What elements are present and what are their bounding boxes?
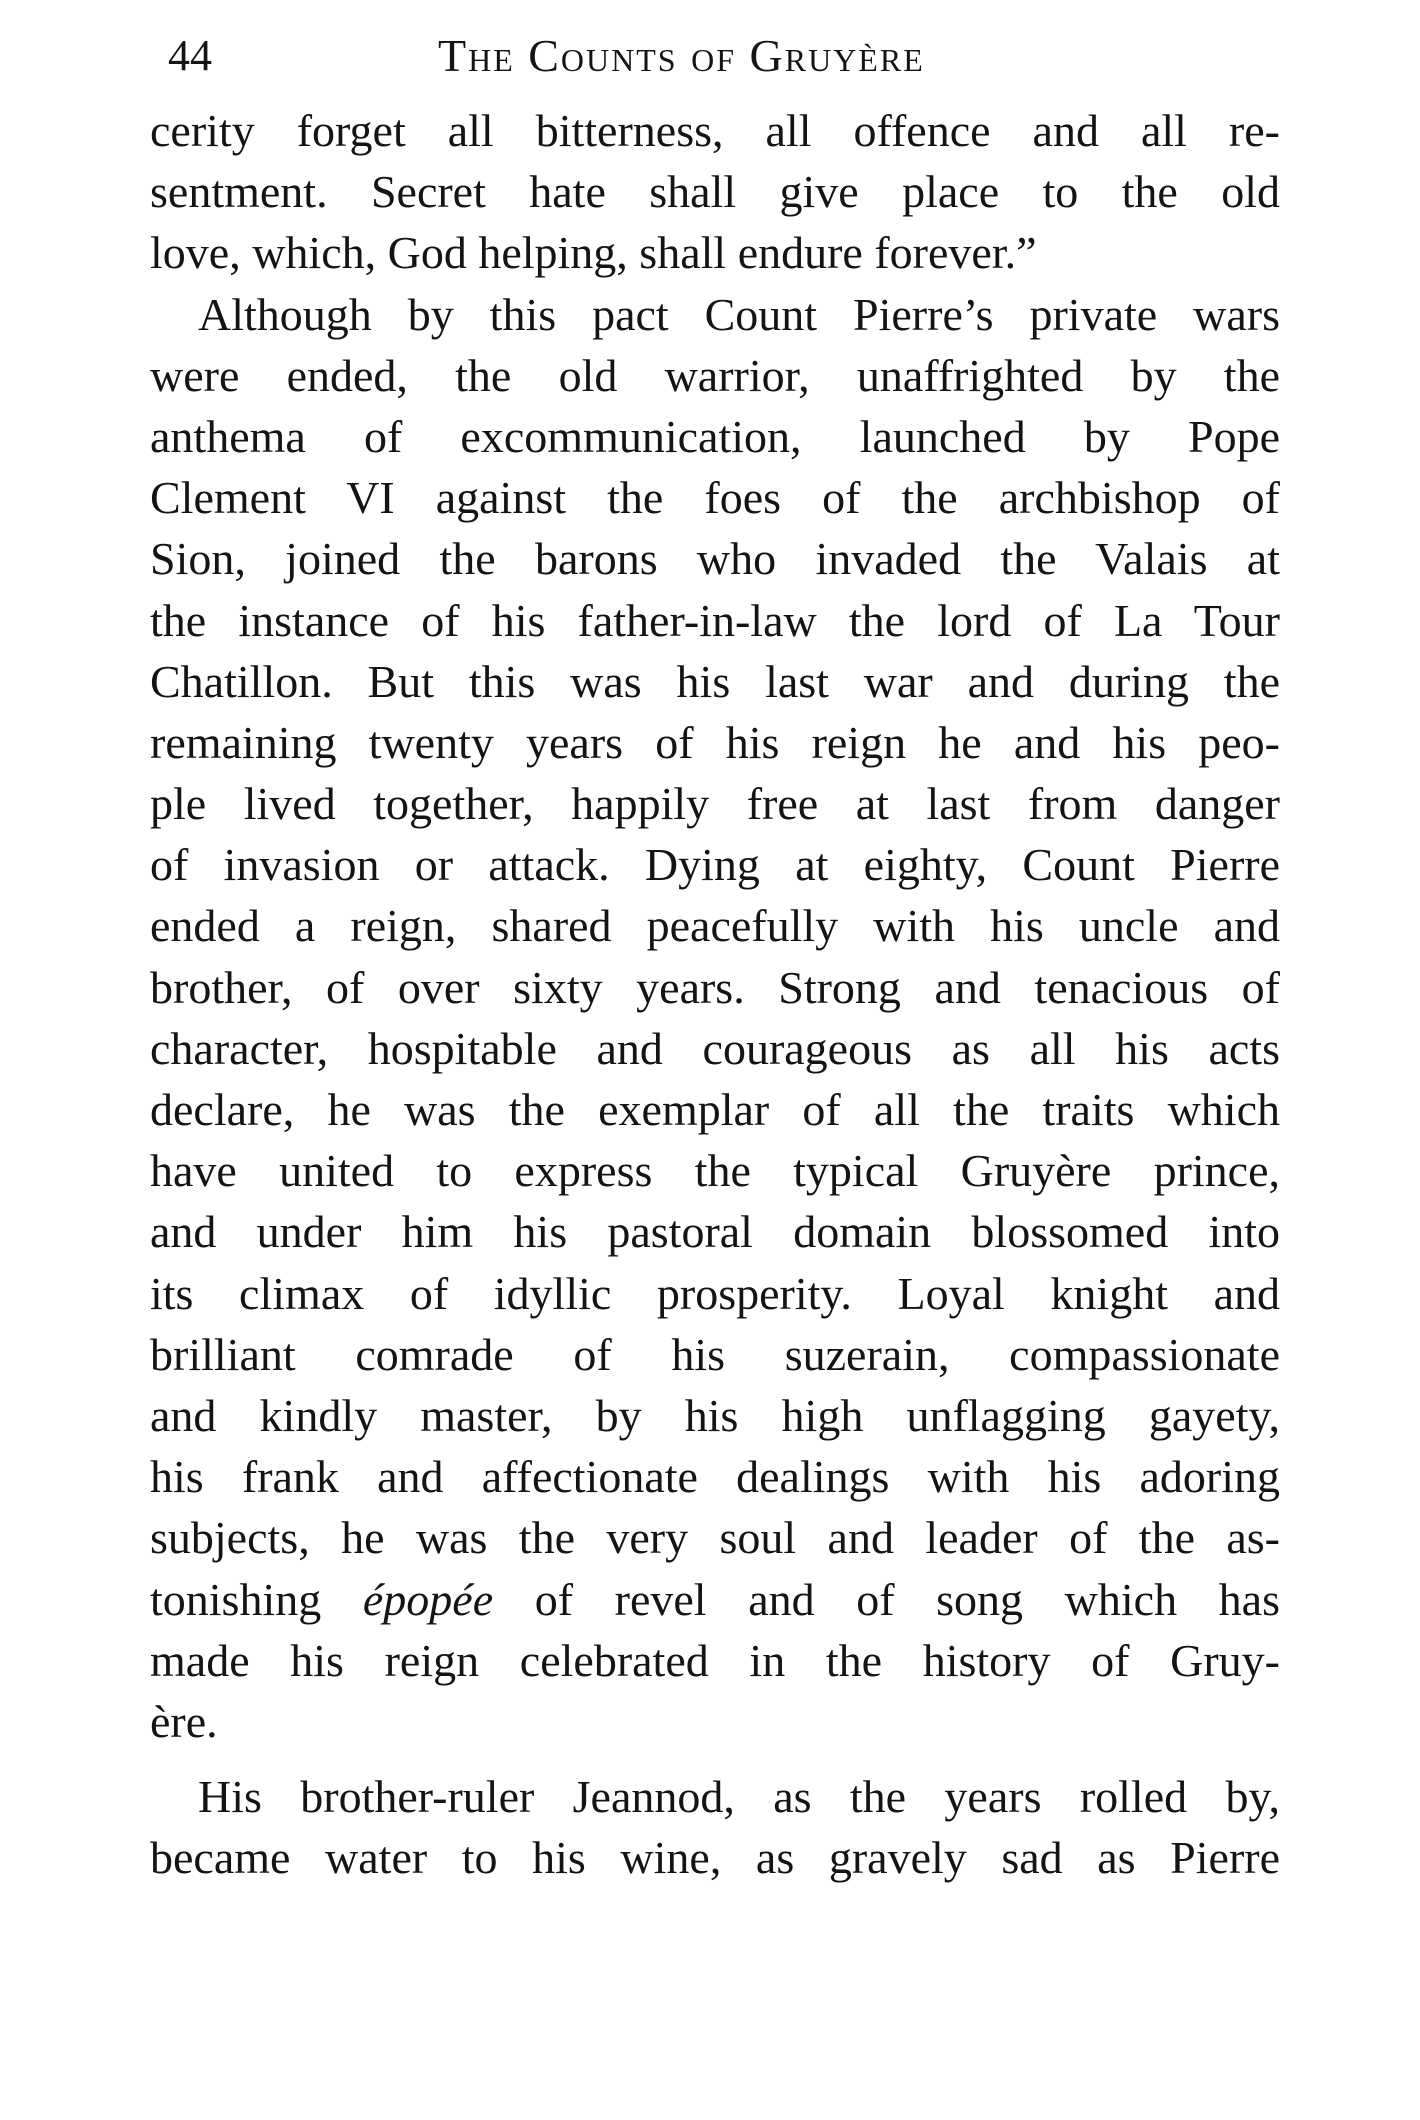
text-line: ended a reign, shared peacefully with his uncle and (150, 900, 1280, 952)
text-line: Chatillon. But this was his last war and during the (150, 655, 1280, 707)
text-line: love, which, God helping, shall endure forever.” (150, 227, 1037, 279)
text-line: his frank and affectionate dealings with his adoring (150, 1451, 1280, 1503)
text-line: became water to his wine, as gravely sad as Pierre (150, 1832, 1280, 1884)
paragraph-spacer (150, 1752, 1280, 1766)
running-head (168, 26, 1298, 86)
text-line: brother, of over sixty years. Strong and tenacious of (150, 961, 1280, 1013)
text-line: its climax of idyllic prosperity. Loyal knight and (150, 1267, 1280, 1319)
paragraph-1 (150, 100, 1280, 284)
text-line-with-italic (150, 1569, 1280, 1630)
text-line: Sion, joined the barons who invaded the Valais at (150, 533, 1280, 585)
text-line: Although by this pact Count Pierre’s private wars (198, 288, 1280, 340)
text-line: subjects, he was the very soul and leader of the as- (150, 1512, 1280, 1564)
text-line: ple lived together, happily free at last from danger (150, 778, 1280, 830)
text-line: Clement VI against the foes of the archbishop of (150, 472, 1280, 524)
text-line: cerity forget all bitterness, all offence and all re- (150, 105, 1280, 156)
text-line: and kindly master, by his high unflagging gayety, (150, 1389, 1280, 1441)
text-line: have united to express the typical Gruyère prince, (150, 1145, 1280, 1197)
page-number: 44 (168, 31, 212, 80)
text-line: of invasion or attack. Dying at eighty, Count Pierre (150, 839, 1280, 891)
text-line: ère. (150, 1695, 218, 1747)
paragraph-2 (150, 284, 1280, 1753)
text-fragment: tonishing (150, 1573, 363, 1625)
text-line: made his reign celebrated in the history of Gruy- (150, 1634, 1280, 1686)
text-line: brilliant comrade of his suzerain, compassionate (150, 1328, 1280, 1380)
header-title: The Counts of Gruyère (438, 30, 925, 81)
text-line: His brother-ruler Jeannod, as the years rolled by, (198, 1771, 1280, 1823)
text-line: the instance of his father-in-law the lord of La Tour (150, 594, 1280, 646)
text-line: character, hospitable and courageous as all his acts (150, 1022, 1280, 1074)
text-fragment: of revel and of song which has (493, 1573, 1280, 1625)
italic-word: épopée (362, 1573, 494, 1625)
text-line: anthema of excommunication, launched by Pope (150, 410, 1280, 462)
text-line: and under him his pastoral domain blossomed into (150, 1206, 1280, 1258)
text-line: were ended, the old warrior, unaffrighted by the (150, 349, 1280, 401)
text-line: declare, he was the exemplar of all the traits which (150, 1084, 1280, 1135)
body-text (150, 100, 1280, 1888)
text-line: sentment. Secret hate shall give place to the old (150, 166, 1280, 218)
text-line: remaining twenty years of his reign he and his peo- (150, 716, 1280, 768)
paragraph-3 (150, 1766, 1280, 1888)
